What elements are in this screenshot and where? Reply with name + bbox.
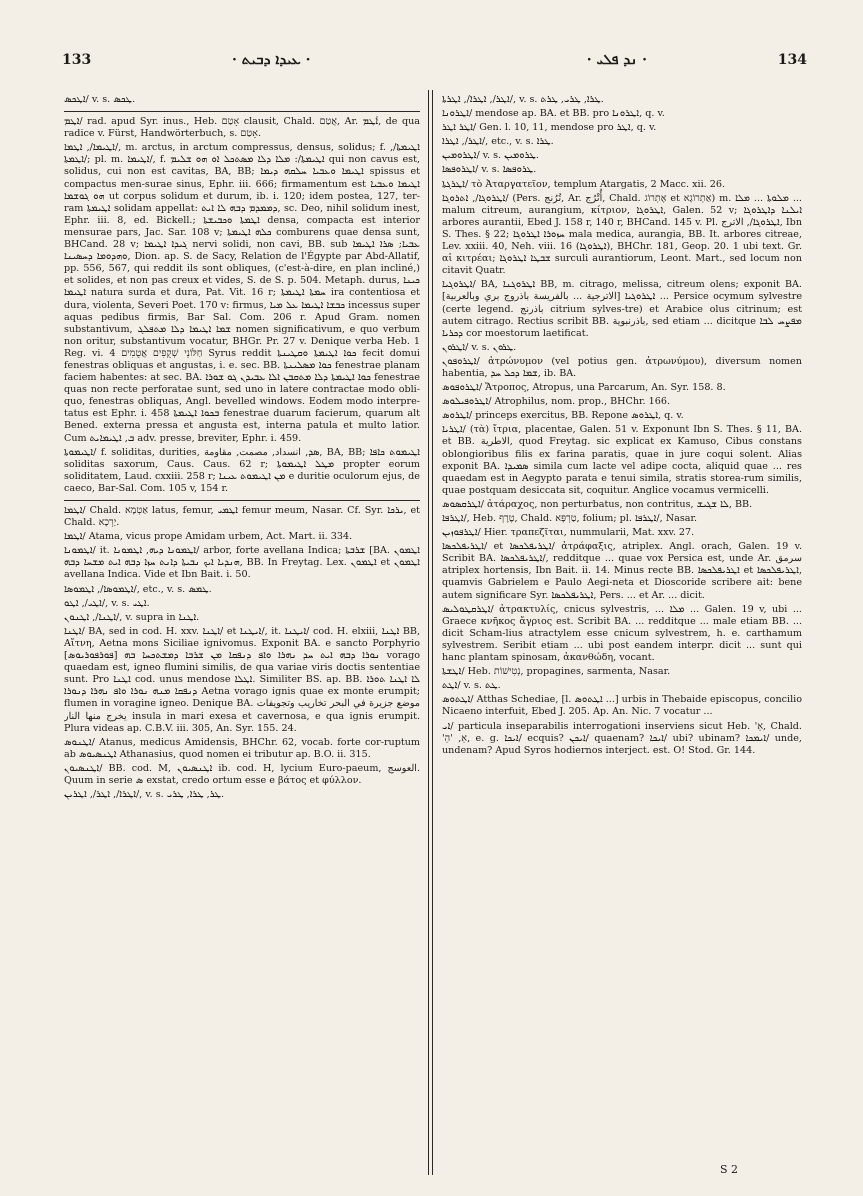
dictionary-entry: ܐܛܪܘܦܣܐ/ v. s. ܛܪܘܦܣܐ. (442, 164, 537, 176)
dictionary-entry: ܐܛܢܐ/, ܐܛܢܘܢ/, v. supra in ܐܛܢܐ. (64, 611, 200, 623)
right-page-number: 134 (777, 52, 807, 68)
signature-mark: S 2 (720, 1163, 739, 1176)
dictionary-entry: ܐܛܪ/, ܐܛܪܐ/, ܐܛܪܬܐ/, v. s. ܛܪܐ, ܛܪܝ, ܛܪܬ. (442, 94, 604, 105)
dictionary-entry: ܐܛܪܝܦܠܟܣܐ/ et ܐܛܪܝܦܠܟܣܐ/ ἀτράφαξις, atriplex. Angl. orach, Galen. 19 v. Scribit BA. ܐܛܪܝܦܠܟܣܐ/, redditque ... quae vox Persica est, unde Ar. سرمق atriplex hortensis, Ibn Bait. ii. 14. Minus recte BB. ܐܛܪܝܦܠܟܣܐ et ܐܛܪܝܦܠܟܣܐ, quamvis Gabrielem e Paulo Aegi-neta et Dioscoride scribere ait: bene autem significare Syr. ܐܛܪܝܦܠܟܣܐ, Pers. ... et Ar. ... dicit. (442, 541, 802, 601)
dictionary-entry: ܐܛܪܐ/, ܐܛܪ/, ܐܛܪܝܢ/, v. s. ܛܪ, ܛܪܐ, ܛܪܝ. (64, 789, 225, 801)
dictionary-entry: ܐܛܪܝܐ/ (τὰ) ἴτρια, placentae, Galen. 51 v. Exponunt Ibn S. Thes. § 11, BA. et BB. الاطرية, quod Freytag. sic explicat ex Kamuso, Cibus constans oblongioribus filis ex farina paratis, quae in jure coqui solent. Alias exponit BA. ܣܡܝܕܐ simila cum lacte vel adipe cocta, aliquid quae ... res quaedam est in Aegypto parata e tenui simila, stratis storea-rum similis, quae postquam desiccata sit, coquitur. Anglice vocamus vermicelli. (442, 424, 802, 496)
column-divider (428, 90, 429, 1175)
dictionary-entry: ܐܛܝ/, ܐܛܘ/, v. s. ܐܛܝ. (64, 597, 150, 609)
dictionary-entry: ܐܛܡܐ/ Atama, vicus prope Amidam urbem, Act. Mart. ii. 334. (64, 531, 353, 543)
dictionary-entry: ܐܛܪ/, ܐܛܪܐ/, etc., v. s. ܛܪܐ. (442, 136, 554, 148)
dictionary-entry: ܐܛܪܘܣ/ princeps exercitus, BB. Repone ܐܛܪܘܣ, q. v. (442, 410, 684, 422)
dictionary-entry: ܐܛܪܓܬܐ/ τὸ Ἀταργατεῖον, templum Atargatis, 2 Macc. xii. 26. (442, 178, 726, 190)
dictionary-entry: ܐܛܪܦܐ/, Heb. טֶרֶף, Chald. טַרְפָּא, folium; pl. ܐܛܪܦܐ/, Nasar. (442, 513, 698, 524)
dictionary-entry: ܐܛܢܐ/ BA, sed in cod. H. xxv. ܐܛܢܐ/ et ܐܝܛܢܐ/, it. ܐܝܛܢܐ/ cod. H. elxiii, ܐܛܢܐ BB, Aἴτνη, Aetna mons Siciliae ignivomus. Exponit BA. e sancto Porphyrio [ܦܘܪܦܘܪܝܘܣ] ܢܘܪܐ ܕܒܗ ܐܝܬ ܚܕ ܢܗܪܐ ܘܐܦ ܕܢܦܩܐ ܡܢ ܫܪܒܐ ܕܡܫܬܟܚܐ ܒܗ vorago quaedam est, igneo flumini similis, de qua variae viris doctis sententiae sunt. Pro ܐܛܢܐ cod. unus mendose ܐܛܠܐ. Similiter BS. ap. BB. ܠܐ ܐܛܢܐ ܬܘܪܐ ܕܢܦܩܐ ܡܢܗ ܢܘܪܐ ܘܐܦ ܢܗܪܐ ܕܢܘܪܐ Aetna vorago ignis quae ex monte erumpit; flumen in voragine igneo. Denique BA. موضع جزيرة في البحر تخاريب وتجويفات يخرج منها النار insula in mari exesa et cavernosa, e qua ignis erumpit. Plura videas ap. C.B.V. iii. 305, An. Syr. 155. 24. (64, 625, 420, 734)
right-column (442, 94, 802, 1180)
dictionary-entry: ܐܛܪܩܣܘܣ/ ἀτάραχος, non perturbatus, non contritus, ܠܐ ܫܓܝܫ, BB. (442, 498, 753, 510)
section-rule (64, 500, 420, 501)
dictionary-entry: ܐܛܪܘܦܘܣ/ Ἄτροπος, Atropus, una Parcarum, An. Syr. 158. 8. (442, 382, 726, 394)
dictionary-entry: ܐܛܪܘܦܝܠܘܣ/ Atrophilus, nom. prop., BHChr. 166. (442, 396, 671, 408)
left-running-title: · ܥܝܕܐ ܕܒܝܬ · (232, 52, 311, 68)
dictionary-entry: ܐܛܪܘܢܐ/ mendose ap. BA. et BB. pro ܐܛܪܘܢܐ, q. v. (442, 108, 665, 120)
left-column (64, 94, 420, 1180)
dictionary-entry: ܐܛܪܦܘܙܝܢ/ Hier. τραπεζῖται, nummularii, Mat. xxv. 27. (442, 527, 695, 539)
dictionary-entry: ܐܛܬ/ v. s. ܛܬ. (442, 680, 501, 692)
dictionary-entry: ܐܛܪܘܓܐ/, ܐܬܪܘܓܐ/ (Pers. تُرُنج, Ar. أُتْرُج, Chald. אֶתְרוֹג et אַתְרוֹגָא) m. ܡܠܘܬܐ ... ܡܠܐ ... malum citreum, aurangium, κίτριον, ܐܛܪܘܓܐ, Galen. 52 v; ܐܝܠܢܐ ܕܐܛܪܘܓܐ arbores aurantii, Ebed J. 158 r, 140 r, BHCand. 145 v. Pl. ܐܛܪܘܓܐ/, الاترج, Ibn S. Thes. § 22; ܚܙܘܪܐ ܐܛܪܘܓܐ mala medica, aurangia, BB. It. arbores citreae, Lev. xxiii. 40, Neh. viii. 16 (ܐܛܪܘܓܐ), BHChr. 181, Geop. 20. 1 ubi text. Gr. αἱ κιτρέαι; ܫܒܛܐ ܐܛܪܘܓܐ surculi aurantiorum, Leont. Mart., sed locum non citavit Quatr. (442, 192, 802, 277)
dictionary-entry: ܐܛܪܘܡܝܢ/ v. s. ܛܪܘܡܝܢ. (442, 150, 539, 162)
column-divider (432, 90, 433, 1175)
dictionary-entry: ܐܛܡܐ/ Chald. אַטְמָא latus, femur, ܐܛܡܝ femur meum, Nasar. Cf. Syr. ܝܪܟܐ, et Chald. יַרְכָא. (64, 505, 420, 529)
right-running-title: · ܢܕ ܦܠܝ · (586, 52, 647, 68)
dictionary-entry: ܐܛܪܘܢ/ v. s. ܛܪܘܢ. (442, 341, 517, 353)
dictionary-entry: ܐܛܡܘܣܐ/, ܐܛܡܘܣܐ/, etc., v. s. ܛܡܣ. (64, 583, 212, 595)
dictionary-entry: ܐܛܡ/ rad. apud Syr. inus., Heb. אָטַם clausit, Chald. אֲטַם, Ar. ܐܰܛܡ, de qua radice v. Fürst, Handwörterbuch, s. אָטַם. (64, 116, 420, 140)
dictionary-entry: ܐܛܬܘܣ/ Atthas Schediae, [l. ܐܛܬܘܣ ...] urbis in Thebaide episcopus, concilio Nicaeno interfuit, Ebed J. 205. Ap. An. Nic. 7 vocatur ... (442, 694, 802, 718)
dictionary-entry: ܐܛܪܘܦܘܢ/ ἀτρώνυμον (vel potius gen. ἀτρωνύμου), diversum nomen habentia, ܫܡܐ ܕܟܠ ܚܕ, ib. BA. (442, 355, 802, 379)
dictionary-entry: ܐܛܫܬܐ/ Heb. נְטִישׁוֹת, propagines, sarmenta, Nasar. (442, 666, 671, 678)
dictionary-entry: ܐܛܝܡܐ/, ܐܛܡܐ/, m. arctus, in arctum compressus, densus, solidus; f. ܐܛܝܡܬܐ/, ܐܛܡܬܐ/; pl. m. ܐܛܝܡܐ/, f. ܐܛܝܡܬܐ/: ܡܠܐ ܕܠܐ ܡܣܬܟܠ ܐܘ ܗܘ ܫܠܝܡ qui non cavus est, solidus, cui non est cavitas, BA, BB; ܐܛܝܡܐ ܘܥܒܝܐ ܚܠܩܗ ܕܝܡܐ spissus et compactus men-surae sinus, Ephr. iii. 666; firmamentum est ܐܛܝܡܐ ܘܥܒܝܐ ܗܘ ܓܘܫܡܐ ut corpus solidum et durum, ib. i. 120; idem postea, 127, ter-ram ܐܛܝܡܬܐ solidam appellat: ܕܡܡܕܡ ܕܒܗ ܠܐ ܐܝܬ, sc. Deo, nihil solidum inest, Ephr. iii. 8, ed. Bickell.; ܐܛܡܬܐ ܘܟܒܝܫܬܐ densa, compacta est interior mensurae pars, Jac. Sar. 108 v; ܟܠܗ ܐܛܝܡܬܐ comburens quae densa sunt, BHCand. 28 v; ܓܝܕܐ ܐܛܝܡܐ nervi solidi, non cavi, BB. sub ܥܒܝܐ; ܣܪܐ ܐܛܝܡܐ ܘܗܕܘܡܐ ܕܚܣܝܢܐ, Dion. ap. S. de Sacy, Relation de l'Égypte par Abd-Allatif, pp. 556, 567, qui reddit ils sont obliques, (c'est-à-dire, en plan incliné,) et solides, et non pas creux et vides, S. de S. p. 504. Metaph. durus, ܟܝܢܐ ܐܛܝܡܐ natura surda et dura, Pat. Vit. 16 r; ܚܡܬܐ ܐܛܝܡܬܐ ira contentiosa et dura, violenta, Severi Poet. 170 v: firmus, ܟܒܫܐ ܐܛܝܡܐ ܥܠ ܡܝܐ incessus super aquas pedibus firmis, Bar Sal. Com. 206 r. Apud Gram. nomen substantivum, ܫܡܐ ܐܛܝܡܐ ܕܠܐ ܡܬܦܠܓ nomen significativum, e quo verbum non oritur, substantivum vocatur, BHGr. Pr. 27 v. Denique verba Heb. 1 Reg. vi. 4 חַלּוֹנֵי שְׁקֻפִים אֲטֻמִים Syrus reddit ܟܘܐ ܐܛܝܡܬܐ ܘܩܛܝܢܬܐ fecit domui fenestras obliquas et angustas, i. e. sec. BB. ܟܘܐ ܡܣܠܝܢܬܐ fenestrae planam faciem habentes: at sec. BA. ܟܘܐ ܐܛܝܡܬܐ ܕܠܐ ܡܬܩܒܢ ܐܠܐ ܥܒܝܕܢ ܓܘ ܫܘܪܐ fenestrae quas non recte perforatae sunt, sed uno in latere contractae modo obli-quo, fenestras obliquas, Angl. bevelled windows. Eodem modo interpre-tatus est Ephr. i. 458 ܒܟܘܐ ܐܛܝܡܬܐ fenestrae duarum facierum, quarum alt Bened. externa pressa et angusta est, interna patula et multo latior. Cum ܒ, ܐܛܝܡܐܝܬ adv. presse, breviter, Ephr. i. 459. (64, 142, 420, 444)
section-rule (64, 111, 420, 112)
dictionary-entry: ܐܛܡܘܢܐ/ it. ܐܛܡܘܢܐ ܕܝܗ, ܐܛܡܘܢܐ/ arbor, forte avellana Indica; ܫܪܒܬܐ [BA. ܐܛܡܘܢ ܗܢܕܝܐ ܐܝܟ ܢܒܝܬܐ ܕܐܢܬ ܚܙܐ ܕܒܗ ܐܝܬ ܡܫܚܐ ܕܒܗ, BB. In Freytag. Lex. ܐܛܡܘܢ et ܐܛܡܘܢ avellana Indica. Vide et Ibn Bait. i. 50. (64, 545, 420, 581)
dictionary-entry: ܐܛܟܣ/ v. s. ܛܟܣ. (64, 94, 136, 105)
dictionary-entry: ܐܛܪܘܓܝܐ/ BA, ܐܛܪܘܓܢܐ BB, m. citrago, melissa, citreum olens; exponit BA. ܐܛܪܘܓܝܐ [الاترجية ... بالفريسة باذروج بري وبالعربية] ... Persice ocymum sylvestre (certe legend. باذرنج citrium sylves-tre) et Arabice olus citrinum; est autem citrago. Rectius scribit BB. باذرنبوية, sed etiam ... dicitque ܡܦܨܚ ܠܒܐ ܕܟܪܝܐ cor moestorum laetificat. (442, 279, 802, 339)
dictionary-entry: ܐܛܢܘܣ/ Atanus, medicus Amidensis, BHChr. 62, vocab. forte cor-ruptum ab ܐܛܢܣܝܘܣ Athanasius, quod nomen ei tributur ap. B.O. ii. 315. (64, 736, 420, 760)
page-header (62, 52, 807, 78)
dictionary-entry: ܐܛܝܡܘܬܐ/ f. soliditas, durities, ܣܕ, انسداد, مصمت, مقاومة, BA, BB; ܐܛܝܡܘܬ ܟܐܦܐ soliditas saxorum, Caus. Caus. 62 r; ܡܛܠ ܐܛܝܡܘܬܐ propter eorum soliditatem, Laud. cxxiii. 258 r; ܡܢ ܐܛܝܡܘܬ ܥܝܢܐ e duritie oculorum ejus, de caeco, Bar-Sal. Com. 105 v, 154 r. (64, 446, 420, 494)
dictionary-entry: ܐܛܪܩܛܘܠܝܣ/ ἀτρακτυλίς, cnicus sylvestris, ... ܡܠܐ ... Galen. 19 v, ubi ... Graece κνῆκος ἄγριος est. Scribit BA. ... redditque ... male etiam BB. ... dicit Scham-lius atractylem esse cnicum sylvestrem, h. e. carthamum sylvestrem. Seribit etiam ... ubi post eandem interpr. dicit ... sunt qui hanc plantam spinosam, ἀκανθώδη, vocant. (442, 603, 802, 664)
dictionary-entry: ܐܛܢܣܝܘܢ/ BB. cod. M, ܐܛܢܣܝܘܢ ib. cod. H, lycium Euro-paeum, العوسج. Quum in serie ܣ exstat, credo ortum esse e βάτος et φύλλον. (64, 762, 420, 786)
left-page-number: 133 (62, 52, 92, 68)
dictionary-entry: ܐܛܪ ܐܛܪ/ Gen. l. 10, 11, mendose pro ܐܛܪ, q. v. (442, 122, 657, 134)
dictionary-entry: ܐܝ/ particula inseparabilis interrogationi inserviens sicut Heb. 'אֵ, Chald. 'אֵ, 'הֵ, e. g. ܐܝܟܐ/ ecquis? ܐܝܟܢ/ quaenam? ܐܝܟܐ/ ubi? ubinam? ܐܝܡܟܐ/ unde, undenam? Apud Syros hodiernos interject. est. O! Stod. Gr. 144. (442, 720, 802, 756)
